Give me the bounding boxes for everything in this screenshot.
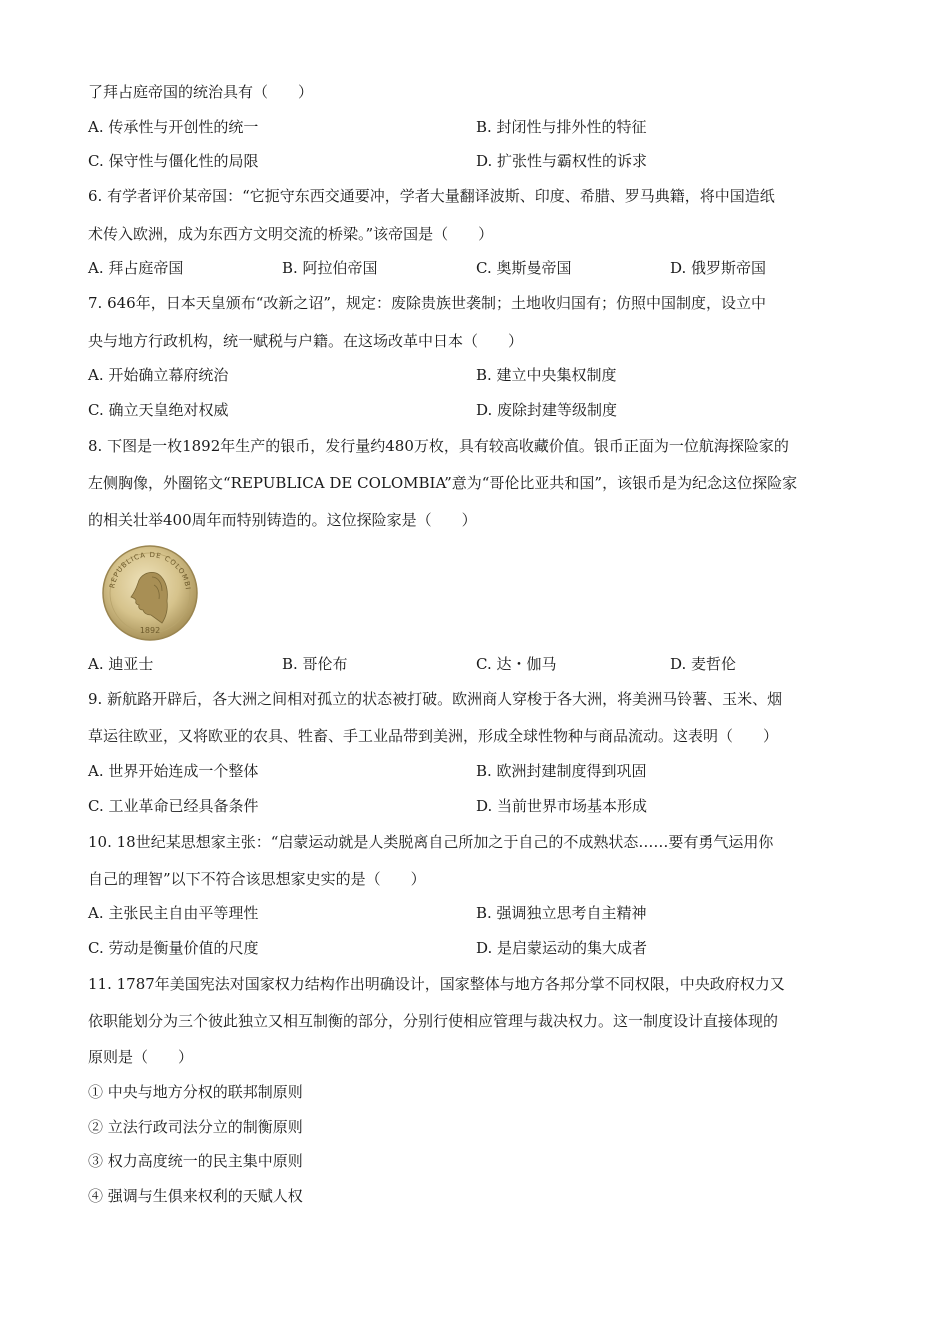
q7-option-b: B. 建立中央集权制度 [476, 366, 617, 384]
q10-option-a: A. 主张民主自由平等理性 [88, 904, 259, 922]
question-11-stem-line-2: 依职能划分为三个彼此独立又相互制衡的部分，分别行使相应管理与裁决权力。这一制度设计直接体现的 [88, 1012, 779, 1030]
q8-option-d: D. 麦哲伦 [670, 655, 737, 673]
q9-option-c: C. 工业革命已经具备条件 [88, 797, 259, 815]
q8-option-a: A. 迪亚士 [88, 655, 154, 673]
q9-option-b: B. 欧洲封建制度得到巩固 [476, 762, 647, 780]
q5-option-c: C. 保守性与僵化性的局限 [88, 152, 259, 170]
question-10-stem-line-1: 10. 18世纪某思想家主张：“启蒙运动就是人类脱离自己所加之于自己的不成熟状态……要有勇气运用你 [88, 833, 774, 851]
question-5-stem-end: 了拜占庭帝国的统治具有（ ） [88, 83, 314, 101]
q5-option-b: B. 封闭性与排外性的特征 [476, 118, 647, 136]
q9-option-a: A. 世界开始连成一个整体 [88, 762, 259, 780]
q11-item-3: ③ 权力高度统一的民主集中原则 [88, 1152, 303, 1170]
q11-item-1: ① 中央与地方分权的联邦制原则 [88, 1083, 303, 1101]
question-8-stem-line-3: 的相关壮举400周年而特别铸造的。这位探险家是（ ） [88, 511, 477, 529]
question-9-stem-line-1: 9. 新航路开辟后，各大洲之间相对孤立的状态被打破。欧洲商人穿梭于各大洲，将美洲马铃薯、玉米、烟 [88, 690, 783, 708]
question-11-stem-line-3: 原则是（ ） [88, 1048, 194, 1066]
question-8-stem-line-2: 左侧胸像，外圈铭文“REPUBLICA DE COLOMBIA”意为“哥伦比亚共和国”，该银币是为纪念这位探险家 [88, 474, 798, 492]
q6-option-d: D. 俄罗斯帝国 [670, 259, 767, 277]
q7-option-c: C. 确立天皇绝对权威 [88, 401, 229, 419]
coin-image [100, 543, 200, 643]
q8-option-b: B. 哥伦布 [282, 655, 348, 673]
q5-option-d: D. 扩张性与霸权性的诉求 [476, 152, 648, 170]
question-11-stem-line-1: 11. 1787年美国宪法对国家权力结构作出明确设计，国家整体与地方各邦分掌不同权限，中央政府权力又 [88, 975, 785, 993]
q10-option-b: B. 强调独立思考自主精神 [476, 904, 647, 922]
q7-option-d: D. 废除封建等级制度 [476, 401, 618, 419]
q11-item-4: ④ 强调与生俱来权利的天赋人权 [88, 1187, 303, 1205]
question-8-stem-line-1: 8. 下图是一枚1892年生产的银币，发行量约480万枚，具有较高收藏价值。银币正面为一位航海探险家的 [88, 437, 789, 455]
question-6-stem-line-2: 术传入欧洲，成为东西方文明交流的桥梁。”该帝国是（ ） [88, 225, 494, 243]
q6-option-a: A. 拜占庭帝国 [88, 259, 184, 277]
q10-option-d: D. 是启蒙运动的集大成者 [476, 939, 648, 957]
question-6-stem-line-1: 6. 有学者评价某帝国：“它扼守东西交通要冲，学者大量翻译波斯、印度、希腊、罗马典籍，将中国造纸 [88, 187, 775, 205]
q5-option-a: A. 传承性与开创性的统一 [88, 118, 259, 136]
q6-option-c: C. 奥斯曼帝国 [476, 259, 572, 277]
q6-option-b: B. 阿拉伯帝国 [282, 259, 378, 277]
q11-item-2: ② 立法行政司法分立的制衡原则 [88, 1118, 303, 1136]
question-9-stem-line-2: 草运往欧亚，又将欧亚的农具、牲畜、手工业品带到美洲，形成全球性物种与商品流动。这表明（ ） [88, 727, 779, 745]
coin-inscription: REPUBLICA DE COLOMBI [108, 550, 192, 591]
coin-illustration [100, 543, 200, 643]
question-10-stem-line-2: 自己的理智”以下不符合该思想家史实的是（ ） [88, 870, 426, 888]
q10-option-c: C. 劳动是衡量价值的尺度 [88, 939, 259, 957]
question-7-stem-line-2: 央与地方行政机构，统一赋税与户籍。在这场改革中日本（ ） [88, 332, 524, 350]
coin-year: 1892 [139, 626, 161, 635]
q7-option-a: A. 开始确立幕府统治 [88, 366, 229, 384]
q8-option-c: C. 达・伽马 [476, 655, 557, 673]
q9-option-d: D. 当前世界市场基本形成 [476, 797, 648, 815]
question-7-stem-line-1: 7. 646年，日本天皇颁布“改新之诏”，规定：废除贵族世袭制；土地收归国有；仿照中国制度，设立中 [88, 294, 767, 312]
